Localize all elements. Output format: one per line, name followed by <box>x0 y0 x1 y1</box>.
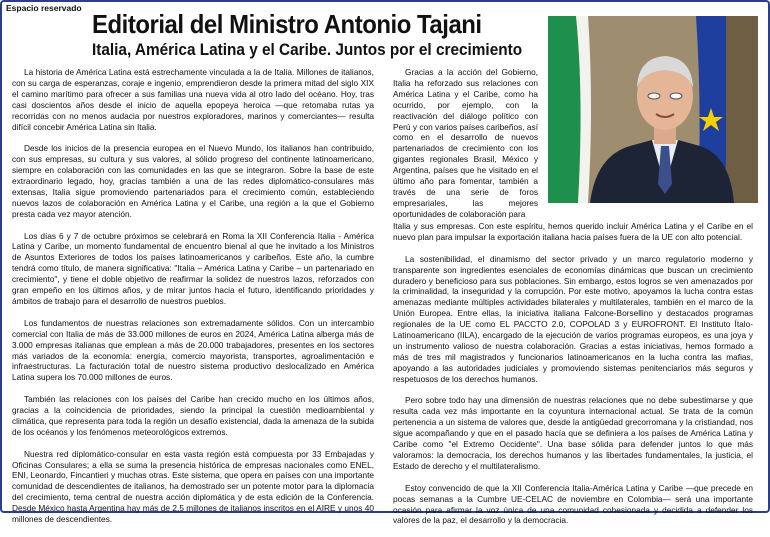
italian-flag <box>548 16 591 203</box>
paragraph: Gracias a la acción del Gobierno, Italia ha reforzado sus relaciones con América Latina y el Caribe, como ha ocurrido, por ejemplo, con la reactivación del diálogo político con Perú y con varios países caribeños, así como en el desarrollo de nuevos partenariados de crecimiento con los gigantes regionales Brasil, México y Argentina, países que he visitado en el último año para fomentar, también a través de una serie de foros empresariales, las mejores oportunidades de colaboración para <box>393 67 538 219</box>
paragraph: Los fundamentos de nuestras relaciones son extremadamente sólidos. Con un intercambio comercial con Italia de más de 33.000 millones de euros en 2024, América Latina alberga más de 3.000 empresas italianas que emplean a más de 20.000 trabajadores, presentes en los sectores más variados de la economía: energía, comercio mayorista, transportes, agroalimentación e infraestructuras. La facturación total de nuestro sistema productivo deslocalizado en América Latina supera los 70.000 millones de euros. <box>12 317 374 383</box>
article-column-left <box>12 67 374 536</box>
paragraph: Los días 6 y 7 de octubre próximos se celebrará en Roma la XII Conferencia Italia - América Latina y Caribe, un momento fundamental de encuentro bienal al que he invitado a los Ministros de Asuntos Exteriores de todos los países latinoamericanos y caribeños. Este año, la cumbre tendrá como título, de manera significativa: "Italia – América Latina y Caribe – un partenariado en crecimiento", y tiene el doble objetivo de reafirmar la solidez de nuestros lazos, reforzados con gran empeño en los últimos años, y de mirar juntos hacia el futuro, identificando prioridades y ámbitos de trabajo para el desarrollo de nuestros pueblos. <box>12 230 374 306</box>
paragraph: La historia de América Latina está estrechamente vinculada a la de Italia. Millones de italianos, con su carga de esperanzas, coraje e ingenio, emprendieron desde la primera mitad del siglo XIX el camino marítimo para ofrecer a sus familias una nueva vida al otro lado del océano. Hoy, tras casi doscientos años desde el inicio de aquella epopeya heroica —que retomaba rutas ya recorridas con no menos audacia por nuestros exploradores, marinos y comerciantes— resulta difícil concebir América Latina sin Italia. <box>12 67 374 132</box>
minister-photo <box>548 16 758 203</box>
article-column-right-bottom <box>393 221 753 537</box>
paragraph: Estoy convencido de que la XII Conferencia Italia-América Latina y Caribe —que precede en pocas semanas a la Cumbre UE-CELAC de noviembre en Colombia— será una importante ocasión para afirmar la voz única de una comunidad cohesionada y decidida a defender los valores de la paz, el desarrollo y la democracia. <box>393 482 753 526</box>
paragraph: También las relaciones con los países del Caribe han crecido mucho en los últimos años, gracias a la coincidencia de prioridades, siendo la principal la cuestión medioambiental y climática, que representa para toda la región un desafío existencial, dada la amenaza de la subida de los océanos y los fenómenos meteorológicos extremos. <box>12 394 374 437</box>
paragraph: Italia y sus empresas. Con este espíritu, hemos querido incluir América Latina y el Caribe en el nuevo plan para impulsar la exportación italiana hacia países fuera de la UE con alto potencial. <box>393 221 753 242</box>
article-title: Editorial del Ministro Antonio Tajani <box>92 9 482 39</box>
reserved-space-label: Espacio reservado <box>6 3 82 13</box>
paragraph: La sostenibilidad, el dinamismo del sector privado y un marco regulatorio moderno y transparente son ingredientes esenciales de economías dinámicas que buscan un crecimiento duradero y beneficioso para sus poblaciones. Sin embargo, estos logros se ven amenazados por la criminalidad, la inseguridad y la corrupción. Por este motivo, apoyamos la lucha contra estas amenazas mediante múltiples actividades bilaterales y multilaterales, también en el marco de la Unión Europea. Entre ellas, la iniciativa italiana Falcone-Borsellino y destacados programas regionales de la UE como EL PACCTO 2.0, COPOLAD 3 y EUROFRONT. El Instituto Ítalo-Latinoamericano (IILA), encargado de la ejecución de varios programas europeos, es una joya y un instrumento valioso de nuestra colaboración. Gracias a estas iniciativas, hemos formado a más de tres mil magistrados y funcionarios latinoamericanos en la lucha contra las mafias, apoyando a las autoridades judiciales y promoviendo sistemas penitenciarios más seguros y respetuosos de los derechos humanos. <box>393 253 753 384</box>
paragraph: Desde los inicios de la presencia europea en el Nuevo Mundo, los italianos han contribuido, con sus empresas, su cultura y sus valores, al sólido progreso del continente latinoamericano, siempre en colaboración con las comunidades en las que se integraron. Sobre la base de este extraordinario legado, hoy, gracias también a una de las redes diplomático-consulares más extensas, Italia sigue promoviendo partenariados para el crecimiento común, estableciendo nuevos lazos de colaboración en América Latina y el Caribe, una región a la que el Gobierno presta cada vez mayor atención. <box>12 143 374 219</box>
article-subtitle: Italia, América Latina y el Caribe. Juntos por el crecimiento <box>92 41 523 59</box>
paragraph: Pero sobre todo hay una dimensión de nuestras relaciones que no debe subestimarse y que resulta cada vez más importante en la coyuntura internacional actual. Se trata de la común pertenencia a un sistema de valores que, desde la antigüedad grecorromana y la cristiandad, nos sigue acompañando y que en el pasado hacía que se definiera a los países de América Latina y Caribe como "el Extremo Occidente". Una base sólida para defender juntos lo que más valoramos: la democracia, los derechos humanos y las libertades fundamentales, la justicia, el Estado de derecho y el multilateralismo. <box>393 395 753 471</box>
article-column-right-top <box>393 67 538 231</box>
paragraph: Nuestra red diplomático-consular en esta vasta región está compuesta por 33 Embajadas y Oficinas Consulares; a ella se suma la presencia histórica de empresas nacionales como ENEL, ENI, Leonardo, Fincantieri y muchas otras. Este sistema, que opera en países con una importante comunidad de descendientes de italianos, ha demostrado ser un potente motor para la diplomacia del crecimiento, tema central de nuestra acción diplomática y de esta edición de la Conferencia. Desde México hasta Argentina hay más de 2,5 millones de italianos inscritos en el AIRE y unos 40 millones de descendientes. <box>12 448 374 525</box>
